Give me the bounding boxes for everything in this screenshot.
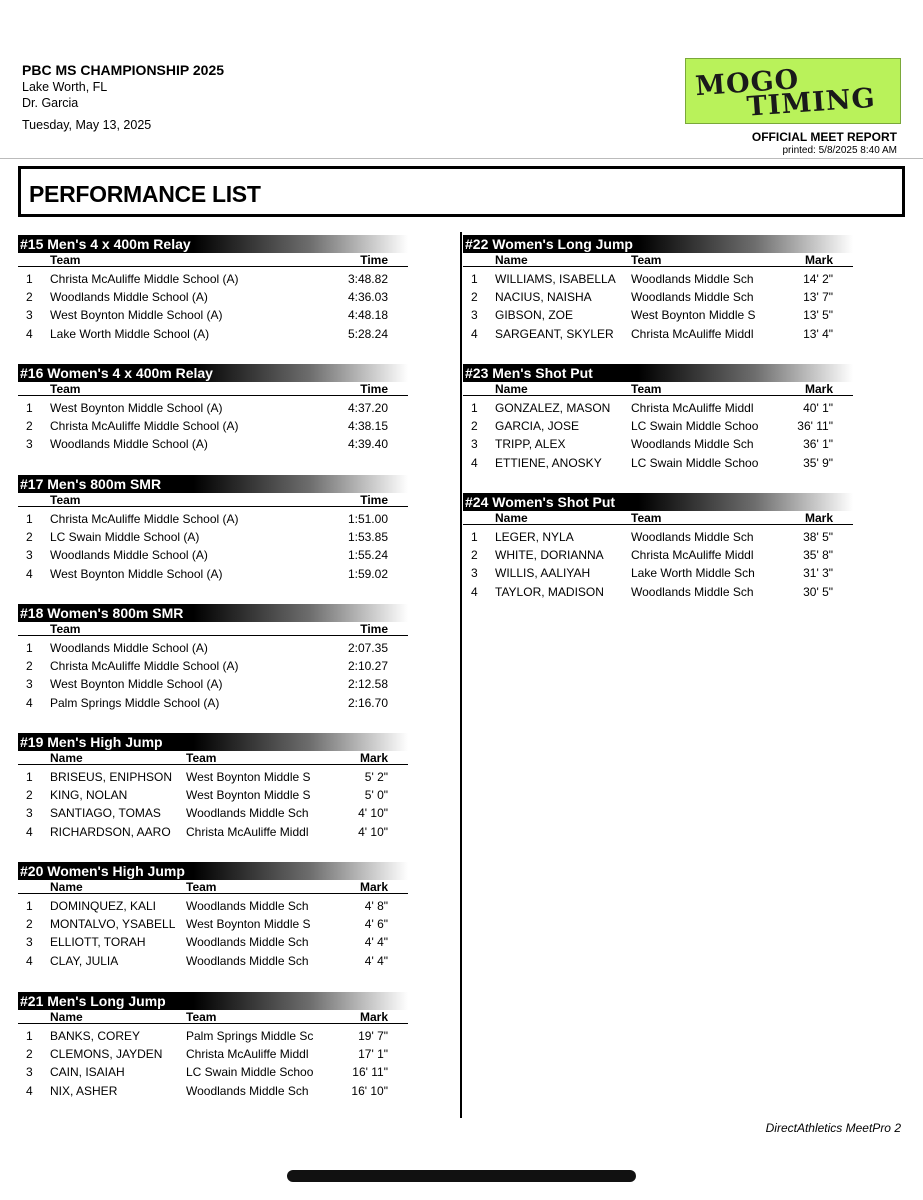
header-value: Time [360, 622, 388, 636]
column-header-row [18, 751, 408, 765]
result-row [18, 306, 408, 324]
event-title-bar [18, 992, 408, 1010]
place: 2 [471, 548, 478, 563]
result-row [18, 933, 408, 951]
result-row [18, 1027, 408, 1045]
result-row [18, 325, 408, 343]
team-name: West Boynton Middle S [631, 308, 756, 323]
team-name: Woodlands Middle Sch [631, 437, 754, 452]
mark-value: 40' 1" [803, 401, 833, 415]
place: 4 [471, 584, 478, 599]
team-name: Woodlands Middle Sch [186, 806, 309, 821]
event-title-bar [18, 475, 408, 493]
home-indicator[interactable] [287, 1170, 636, 1182]
place: 3 [26, 935, 33, 950]
header-divider [0, 158, 923, 159]
team-name: Woodlands Middle School (A) [50, 548, 208, 563]
result-row [463, 270, 853, 288]
time-value: 4:37.20 [347, 401, 388, 415]
time-value: 1:59.02 [347, 566, 388, 581]
header-value: Time [360, 253, 388, 267]
place: 2 [26, 659, 33, 674]
athlete-name: ETTIENE, ANOSKY [495, 455, 602, 470]
header-name: Name [495, 253, 528, 267]
place: 1 [471, 272, 478, 286]
mark-value: 5' 2" [364, 770, 388, 784]
team-name: West Boynton Middle School (A) [50, 308, 223, 323]
place: 1 [471, 530, 478, 544]
team-name: LC Swain Middle Schoo [631, 419, 759, 434]
event-title: #21 Men's Long Jump [20, 993, 166, 1009]
team-name: Woodlands Middle Sch [186, 899, 309, 913]
column-header-row [18, 493, 408, 507]
team-name: Woodlands Middle Sch [631, 290, 754, 305]
athlete-name: SANTIAGO, TOMAS [50, 806, 161, 821]
team-name: Woodlands Middle School (A) [50, 437, 208, 452]
mark-value: 13' 4" [803, 326, 833, 341]
team-name: LC Swain Middle Schoo [186, 1065, 314, 1080]
result-row [18, 1082, 408, 1100]
event-title-bar [463, 493, 853, 511]
header-value: Mark [804, 382, 833, 396]
place: 4 [26, 953, 33, 968]
event-title-bar [463, 364, 853, 382]
result-row [18, 546, 408, 564]
team-name: Palm Springs Middle Sc [186, 1029, 314, 1043]
mark-value: 4' 4" [364, 935, 388, 950]
athlete-name: WILLIS, AALIYAH [495, 566, 591, 581]
team-name: Lake Worth Middle Sch [631, 566, 755, 581]
mark-value: 16' 10" [351, 1083, 388, 1098]
place: 1 [26, 641, 33, 655]
column-header-row [18, 622, 408, 636]
logo-line-2: TIMING [745, 82, 877, 123]
athlete-name: BANKS, COREY [50, 1029, 141, 1043]
header-name: Name [495, 382, 528, 396]
header-team: Team [631, 511, 662, 525]
event-title: #15 Men's 4 x 400m Relay [20, 236, 191, 252]
result-row [463, 564, 853, 582]
column-header-row [18, 382, 408, 396]
result-row [463, 454, 853, 472]
result-row [18, 823, 408, 841]
mark-value: 14' 2" [803, 272, 833, 286]
event-title: #22 Women's Long Jump [465, 236, 633, 252]
event-title-bar [18, 604, 408, 622]
header-name: Name [50, 880, 83, 894]
mark-value: 4' 10" [358, 824, 388, 839]
place: 1 [26, 512, 33, 526]
event-title-bar [18, 235, 408, 253]
team-name: Christa McAuliffe Middle School (A) [50, 272, 239, 286]
event-title: #16 Women's 4 x 400m Relay [20, 365, 213, 381]
place: 2 [26, 290, 33, 305]
result-row [463, 583, 853, 601]
team-name: Woodlands Middle School (A) [50, 290, 208, 305]
place: 3 [26, 677, 33, 692]
mark-value: 36' 11" [797, 419, 833, 434]
athlete-name: LEGER, NYLA [495, 530, 574, 544]
time-value: 4:48.18 [347, 308, 388, 323]
result-row [18, 565, 408, 583]
printed-timestamp: printed: 5/8/2025 8:40 AM [782, 145, 897, 156]
result-row [463, 325, 853, 343]
event-title: #23 Men's Shot Put [465, 365, 593, 381]
result-row [18, 915, 408, 933]
athlete-name: CAIN, ISAIAH [50, 1065, 125, 1080]
place: 3 [471, 437, 478, 452]
mark-value: 4' 6" [364, 917, 388, 932]
time-value: 2:10.27 [347, 659, 388, 674]
page-title-box [18, 166, 905, 217]
time-value: 1:55.24 [347, 548, 388, 563]
team-name: Woodlands Middle Sch [631, 530, 754, 544]
team-name: Woodlands Middle Sch [186, 935, 309, 950]
column-divider [460, 232, 462, 1118]
result-row [463, 306, 853, 324]
result-row [463, 528, 853, 546]
place: 2 [471, 290, 478, 305]
header-value: Mark [359, 751, 388, 765]
header-value: Mark [359, 880, 388, 894]
logo-line-1: MOGO [694, 64, 801, 103]
mark-value: 19' 7" [358, 1029, 388, 1043]
mark-value: 4' 8" [364, 899, 388, 913]
result-row [18, 786, 408, 804]
header-team: Team [631, 253, 662, 267]
time-value: 1:53.85 [347, 530, 388, 545]
mark-value: 17' 1" [358, 1047, 388, 1062]
meet-title: PBC MS CHAMPIONSHIP 2025 [22, 62, 225, 78]
mark-value: 13' 7" [803, 290, 833, 305]
place: 4 [26, 824, 33, 839]
place: 4 [26, 326, 33, 341]
team-name: Christa McAuliffe Middl [186, 1047, 309, 1062]
team-name: Woodlands Middle Sch [186, 1083, 309, 1098]
team-name: LC Swain Middle Schoo [631, 455, 759, 470]
place: 4 [26, 566, 33, 581]
result-row [18, 417, 408, 435]
mark-value: 16' 11" [352, 1065, 388, 1080]
event-title: #24 Women's Shot Put [465, 494, 616, 510]
place: 2 [26, 788, 33, 803]
result-row [18, 288, 408, 306]
result-row [18, 897, 408, 915]
place: 3 [471, 308, 478, 323]
result-row [463, 417, 853, 435]
result-row [18, 657, 408, 675]
time-value: 1:51.00 [347, 512, 388, 526]
result-row [463, 288, 853, 306]
athlete-name: CLEMONS, JAYDEN [50, 1047, 163, 1062]
team-name: West Boynton Middle School (A) [50, 401, 223, 415]
place: 1 [26, 401, 33, 415]
header-team: Team [50, 382, 81, 396]
team-name: Christa McAuliffe Middl [631, 401, 754, 415]
result-row [18, 270, 408, 288]
meet-host: Dr. Garcia [22, 96, 79, 110]
team-name: Woodlands Middle School (A) [50, 641, 208, 655]
team-name: Christa McAuliffe Middle School (A) [50, 659, 239, 674]
mark-value: 30' 5" [803, 584, 833, 599]
athlete-name: RICHARDSON, AARO [50, 824, 171, 839]
event-title: #20 Women's High Jump [20, 863, 185, 879]
mark-value: 4' 4" [364, 953, 388, 968]
event-title-bar [18, 733, 408, 751]
result-row [463, 399, 853, 417]
mark-value: 13' 5" [803, 308, 833, 323]
time-value: 2:16.70 [347, 695, 388, 710]
place: 1 [26, 770, 33, 784]
place: 2 [26, 530, 33, 545]
athlete-name: WILLIAMS, ISABELLA [495, 272, 616, 286]
header-value: Mark [804, 511, 833, 525]
result-row [18, 435, 408, 453]
team-name: West Boynton Middle School (A) [50, 566, 223, 581]
time-value: 4:38.15 [347, 419, 388, 434]
athlete-name: BRISEUS, ENIPHSON [50, 770, 173, 784]
place: 1 [26, 899, 33, 913]
result-row [463, 435, 853, 453]
meet-date: Tuesday, May 13, 2025 [22, 118, 152, 132]
team-name: West Boynton Middle S [186, 770, 311, 784]
header-team: Team [186, 751, 217, 765]
athlete-name: GONZALEZ, MASON [495, 401, 611, 415]
event-title-bar [18, 862, 408, 880]
header-team: Team [186, 880, 217, 894]
event-title-bar [18, 364, 408, 382]
result-row [463, 546, 853, 564]
place: 1 [26, 1029, 33, 1043]
time-value: 2:07.35 [347, 641, 388, 655]
mark-value: 35' 9" [803, 455, 833, 470]
athlete-name: WHITE, DORIANNA [495, 548, 604, 563]
column-header-row [463, 253, 853, 267]
place: 2 [26, 917, 33, 932]
mark-value: 4' 10" [358, 806, 388, 821]
athlete-name: TRIPP, ALEX [495, 437, 566, 452]
team-name: Christa McAuliffe Middl [631, 326, 754, 341]
athlete-name: ELLIOTT, TORAH [50, 935, 146, 950]
event-title: #17 Men's 800m SMR [20, 476, 162, 492]
event-title: #19 Men's High Jump [20, 734, 163, 750]
header-team: Team [186, 1010, 217, 1024]
athlete-name: MONTALVO, YSABELL [50, 917, 176, 932]
time-value: 4:36.03 [347, 290, 388, 305]
team-name: Woodlands Middle Sch [186, 953, 309, 968]
mark-value: 5' 0" [364, 788, 388, 803]
athlete-name: DOMINQUEZ, KALI [50, 899, 157, 913]
header-value: Mark [359, 1010, 388, 1024]
time-value: 3:48.82 [347, 272, 388, 286]
team-name: Christa McAuliffe Middl [631, 548, 754, 563]
header-value: Mark [804, 253, 833, 267]
place: 3 [471, 566, 478, 581]
result-row [18, 804, 408, 822]
header-team: Team [50, 253, 81, 267]
place: 4 [471, 326, 478, 341]
result-row [18, 952, 408, 970]
mark-value: 31' 3" [803, 566, 833, 581]
result-row [18, 694, 408, 712]
report-label: OFFICIAL MEET REPORT [751, 130, 897, 144]
team-name: LC Swain Middle School (A) [50, 530, 200, 545]
place: 4 [26, 1083, 33, 1098]
team-name: Woodlands Middle Sch [631, 272, 754, 286]
place: 3 [26, 1065, 33, 1080]
header-name: Name [50, 1010, 83, 1024]
result-row [18, 768, 408, 786]
team-name: Woodlands Middle Sch [631, 584, 754, 599]
place: 3 [26, 548, 33, 563]
column-header-row [18, 1010, 408, 1024]
place: 3 [26, 806, 33, 821]
athlete-name: KING, NOLAN [50, 788, 128, 803]
team-name: West Boynton Middle S [186, 917, 311, 932]
result-row [18, 528, 408, 546]
time-value: 4:39.40 [347, 437, 388, 452]
result-row [18, 1045, 408, 1063]
result-row [18, 1063, 408, 1081]
meet-location: Lake Worth, FL [22, 80, 108, 94]
result-row [18, 675, 408, 693]
footer-credit: DirectAthletics MeetPro 2 [765, 1121, 901, 1135]
page-title: PERFORMANCE LIST [29, 181, 261, 207]
header-value: Time [360, 382, 388, 396]
column-header-row [463, 382, 853, 396]
header-name: Name [495, 511, 528, 525]
team-name: Christa McAuliffe Middl [186, 824, 309, 839]
athlete-name: GARCIA, JOSE [495, 419, 580, 434]
team-name: Christa McAuliffe Middle School (A) [50, 512, 239, 526]
place: 1 [471, 401, 478, 415]
result-row [18, 399, 408, 417]
time-value: 5:28.24 [347, 326, 388, 341]
mogo-timing-logo [685, 58, 901, 124]
team-name: Lake Worth Middle School (A) [50, 326, 210, 341]
mark-value: 36' 1" [803, 437, 833, 452]
time-value: 2:12.58 [347, 677, 388, 692]
place: 4 [471, 455, 478, 470]
athlete-name: CLAY, JULIA [50, 953, 119, 968]
column-header-row [18, 880, 408, 894]
place: 2 [471, 419, 478, 434]
place: 4 [26, 695, 33, 710]
place: 2 [26, 419, 33, 434]
place: 2 [26, 1047, 33, 1062]
column-header-row [463, 511, 853, 525]
place: 1 [26, 272, 33, 286]
athlete-name: SARGEANT, SKYLER [495, 326, 614, 341]
athlete-name: NIX, ASHER [50, 1083, 118, 1098]
athlete-name: TAYLOR, MADISON [495, 584, 604, 599]
place: 3 [26, 437, 33, 452]
event-title-bar [463, 235, 853, 253]
column-header-row [18, 253, 408, 267]
mark-value: 35' 8" [803, 548, 833, 563]
result-row [18, 639, 408, 657]
team-name: Christa McAuliffe Middle School (A) [50, 419, 239, 434]
event-title: #18 Women's 800m SMR [20, 605, 184, 621]
athlete-name: NACIUS, NAISHA [495, 290, 592, 305]
header-team: Team [50, 493, 81, 507]
place: 3 [26, 308, 33, 323]
header-team: Team [631, 382, 662, 396]
athlete-name: GIBSON, ZOE [495, 308, 574, 323]
team-name: West Boynton Middle School (A) [50, 677, 223, 692]
header-team: Team [50, 622, 81, 636]
result-row [18, 510, 408, 528]
mark-value: 38' 5" [803, 530, 833, 544]
header-name: Name [50, 751, 83, 765]
header-value: Time [360, 493, 388, 507]
team-name: West Boynton Middle S [186, 788, 311, 803]
team-name: Palm Springs Middle School (A) [50, 695, 220, 710]
